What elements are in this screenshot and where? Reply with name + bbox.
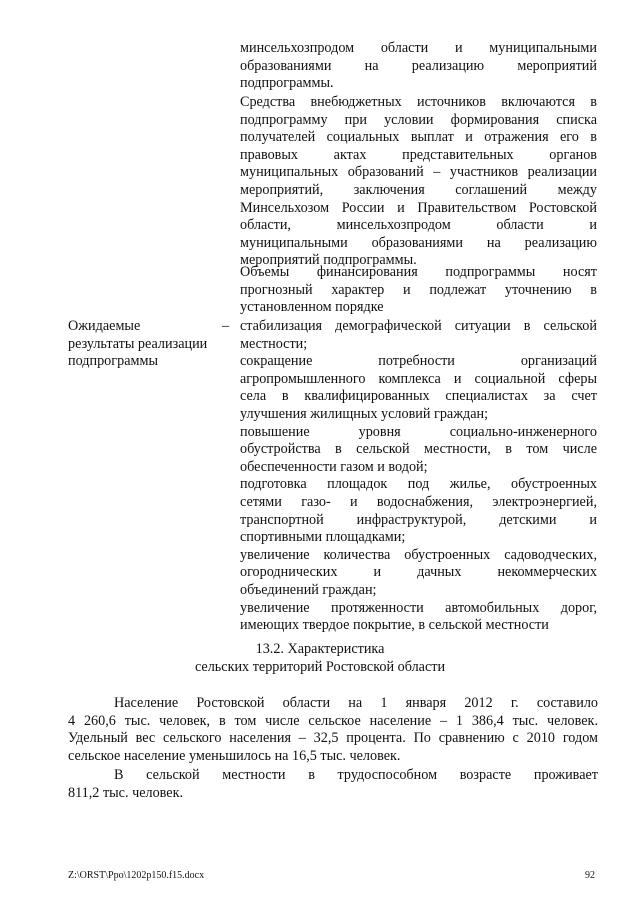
text-line: Минсельхозом России и Правительством Ростовской — [240, 199, 597, 216]
text-line: мероприятий, заключения соглашений между — [240, 181, 597, 198]
text-line: прогнозный характер и подлежат уточнению в — [240, 281, 597, 298]
text-line: области, минсельхозпродом области и — [240, 217, 597, 234]
text-line: подпрограммы. — [240, 75, 334, 92]
expected-results-list — [240, 318, 597, 635]
text-line: спортивными площадками; — [240, 529, 406, 546]
text-line: села в квалифицированных специалистах за счет — [240, 388, 597, 405]
text-line: подпрограмму при условии формирования списка — [240, 111, 597, 128]
expected-results-label — [68, 318, 232, 371]
text-line: правовых актах представительных органов — [240, 146, 597, 163]
text-line: Удельный вес сельского населения – 32,5 процента. По сравнению с 2010 годом — [68, 730, 598, 747]
text-line: стабилизация демографической ситуации в сельской — [240, 318, 597, 334]
text-line: улучшения жилищных условий граждан; — [240, 405, 489, 422]
text-line: минсельхозпродом области и муниципальными — [240, 40, 597, 56]
label-dash: – — [222, 318, 230, 334]
text-line: Объемы финансирования подпрограммы носят — [240, 264, 597, 280]
text-line: муниципальных образований – участников реализации — [240, 164, 597, 181]
text-line: образованиями на реализацию мероприятий — [240, 57, 597, 74]
text-line: сельское население уменьшилось на 16,5 тыс. человек. — [68, 747, 401, 764]
financing-continuation — [240, 40, 597, 93]
result-item — [240, 318, 597, 353]
text-line: обеспеченности газом и водой; — [240, 458, 428, 475]
text-line: объединений граждан; — [240, 581, 377, 598]
text-line: В сельской местности в трудоспособном возрасте проживает — [114, 767, 598, 783]
text-line: агропромышленного комплекса и социальной сферы — [240, 370, 597, 387]
label-line: результаты реализации — [68, 335, 208, 352]
text-line: транспортной инфраструктурой, детскими и — [240, 511, 597, 528]
result-item — [240, 600, 597, 635]
text-line: 811,2 тыс. человек. — [68, 784, 184, 801]
result-item — [240, 476, 597, 546]
population-paragraph — [68, 695, 598, 765]
text-line: местности; — [240, 335, 308, 352]
text-line: обустройства в сельской местности, в том числе — [240, 441, 597, 458]
text-line: сокращение потребности организаций — [240, 353, 597, 370]
text-line: муниципальными образованиями на реализацию — [240, 234, 597, 251]
text-line: огороднических и дачных некоммерческих — [240, 564, 597, 581]
file-path: Z:\ORST\Ppo\1202p150.f15.docx — [68, 870, 205, 881]
text-line: Средства внебюджетных источников включаются в — [240, 94, 597, 110]
text-line: получателей социальных выплат и отражения его в — [240, 129, 597, 146]
text-line: Население Ростовской области на 1 января 2012 г. составило — [114, 695, 598, 711]
text-line: повышение уровня социально-инженерного — [240, 423, 597, 440]
page-number: 92 — [585, 870, 595, 881]
result-item — [240, 547, 597, 600]
text-line: имеющих твердое покрытие, в сельской местности — [240, 617, 549, 634]
section-title-line: сельских территорий Ростовской области — [194, 658, 446, 675]
section-title-line: 13.2. Характеристика — [255, 641, 385, 657]
text-line: мероприятий подпрограммы. — [240, 252, 417, 269]
text-line: увеличение количества обустроенных садоводческих, — [240, 546, 597, 563]
text-line: подготовка площадок под жилье, обустроенных — [240, 476, 597, 493]
result-item — [240, 424, 597, 477]
text-line: установленном порядке — [240, 299, 384, 316]
text-line: 4 260,6 тыс. человек, в том числе сельское население – 1 386,4 тыс. человек. — [68, 712, 598, 729]
text-line: сетями газо- и водоснабжения, электроэнергией, — [240, 493, 597, 510]
label-line: подпрограммы — [68, 353, 158, 370]
extrabudget-paragraph — [240, 94, 597, 270]
label-line: Ожидаемые — [68, 318, 141, 334]
text-line: увеличение протяженности автомобильных дорог, — [240, 599, 597, 616]
result-item — [240, 353, 597, 423]
section-heading — [0, 641, 640, 676]
financing-volume-paragraph — [240, 264, 597, 317]
workforce-paragraph — [68, 767, 598, 802]
